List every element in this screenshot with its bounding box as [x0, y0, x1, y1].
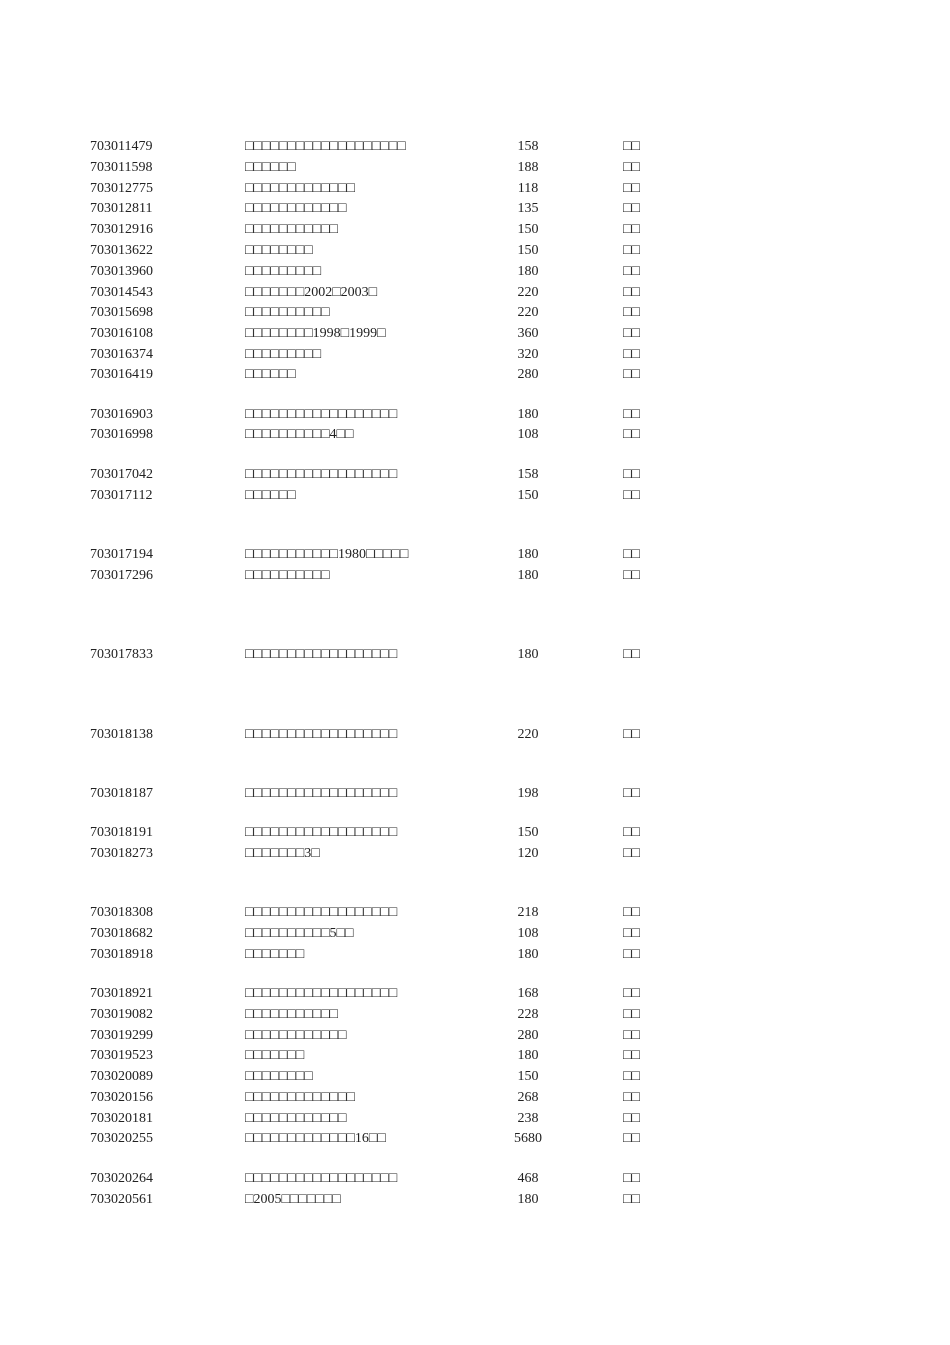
- item-code: 703011598: [90, 160, 153, 175]
- item-code: 703020156: [90, 1090, 153, 1105]
- table-row: [0, 1169, 950, 1189]
- item-unit: □□: [623, 926, 640, 941]
- item-price: 168: [517, 986, 539, 1001]
- item-price: 158: [517, 139, 539, 154]
- table-row: [0, 241, 950, 261]
- item-code: 703018918: [90, 947, 153, 962]
- item-code: 703020561: [90, 1192, 153, 1207]
- table-row: [0, 844, 950, 864]
- item-title: □□□□□□□□□□□□□□□□□□□: [245, 139, 406, 154]
- item-title: □□□□□□□□□□□: [245, 1007, 339, 1022]
- item-title: □□□□□□□□□□□1980□□□□□: [245, 547, 409, 562]
- item-unit: □□: [623, 305, 640, 320]
- item-title: □□□□□□□□□□□□: [245, 201, 347, 216]
- item-price: 218: [517, 905, 539, 920]
- item-price: 220: [517, 285, 539, 300]
- item-price: 180: [517, 568, 539, 583]
- table-row: [0, 1109, 950, 1129]
- item-price: 5680: [514, 1131, 542, 1146]
- item-price: 180: [517, 1192, 539, 1207]
- table-row: [0, 945, 950, 965]
- table-row: [0, 823, 950, 843]
- item-price: 150: [517, 825, 539, 840]
- item-title: □□□□□□□□□□□□□□□□□□: [245, 786, 398, 801]
- table-row: [0, 405, 950, 425]
- item-price: 118: [517, 181, 539, 196]
- item-code: 703017042: [90, 467, 153, 482]
- item-price: 280: [517, 367, 539, 382]
- item-code: 703018273: [90, 846, 153, 861]
- item-title: □□□□□□□□□□□□□□□□□□: [245, 905, 398, 920]
- item-price: 180: [517, 264, 539, 279]
- item-title: □□□□□□□□□□□□: [245, 1028, 347, 1043]
- item-title: □□□□□□□: [245, 947, 305, 962]
- item-unit: □□: [623, 326, 640, 341]
- table-row: [0, 645, 950, 665]
- item-unit: □□: [623, 568, 640, 583]
- item-unit: □□: [623, 547, 640, 562]
- item-price: 120: [517, 846, 539, 861]
- item-price: 220: [517, 727, 539, 742]
- item-unit: □□: [623, 201, 640, 216]
- item-unit: □□: [623, 1090, 640, 1105]
- item-price: 180: [517, 1048, 539, 1063]
- item-title: □□□□□□□□□□: [245, 568, 330, 583]
- item-code: 703011479: [90, 139, 153, 154]
- item-price: 180: [517, 947, 539, 962]
- table-row: [0, 179, 950, 199]
- table-row: [0, 725, 950, 745]
- item-title: □□□□□□□□□□□□□: [245, 181, 355, 196]
- item-title: □□□□□□□□□□□□□□□□□□: [245, 407, 398, 422]
- item-code: 703017112: [90, 488, 153, 503]
- table-row: [0, 1067, 950, 1087]
- table-row: [0, 903, 950, 923]
- table-row: [0, 984, 950, 1004]
- item-code: 703016374: [90, 347, 153, 362]
- item-code: 703017296: [90, 568, 153, 583]
- item-unit: □□: [623, 947, 640, 962]
- item-title: □□□□□□: [245, 488, 296, 503]
- item-title: □□□□□□□□1998□1999□: [245, 326, 386, 341]
- item-price: 188: [517, 160, 539, 175]
- item-code: 703018187: [90, 786, 153, 801]
- item-price: 280: [517, 1028, 539, 1043]
- table-row: [0, 137, 950, 157]
- item-price: 268: [517, 1090, 539, 1105]
- item-title: □□□□□□□□□□□□: [245, 1111, 347, 1126]
- item-code: 703020255: [90, 1131, 153, 1146]
- item-code: 703018921: [90, 986, 153, 1001]
- item-code: 703013960: [90, 264, 153, 279]
- item-code: 703012775: [90, 181, 153, 196]
- item-unit: □□: [623, 1131, 640, 1146]
- item-code: 703019299: [90, 1028, 153, 1043]
- item-unit: □□: [623, 786, 640, 801]
- item-price: 238: [517, 1111, 539, 1126]
- item-title: □□□□□□□□□□□□□□□□□□: [245, 986, 398, 1001]
- item-code: 703017833: [90, 647, 153, 662]
- item-code: 703016419: [90, 367, 153, 382]
- item-unit: □□: [623, 1048, 640, 1063]
- item-unit: □□: [623, 825, 640, 840]
- table-row: [0, 545, 950, 565]
- item-price: 108: [517, 926, 539, 941]
- table-row: [0, 303, 950, 323]
- item-code: 703017194: [90, 547, 153, 562]
- item-unit: □□: [623, 846, 640, 861]
- item-unit: □□: [623, 1028, 640, 1043]
- item-price: 360: [517, 326, 539, 341]
- item-unit: □□: [623, 181, 640, 196]
- item-unit: □□: [623, 986, 640, 1001]
- item-code: 703015698: [90, 305, 153, 320]
- item-price: 135: [517, 201, 539, 216]
- table-row: [0, 924, 950, 944]
- item-price: 468: [517, 1171, 539, 1186]
- item-title: □□□□□□□□□□: [245, 305, 330, 320]
- item-price: 180: [517, 547, 539, 562]
- table-row: [0, 486, 950, 506]
- item-unit: □□: [623, 347, 640, 362]
- item-unit: □□: [623, 407, 640, 422]
- table-row: [0, 324, 950, 344]
- item-code: 703013622: [90, 243, 153, 258]
- table-row: [0, 1026, 950, 1046]
- item-title: □□□□□□□□□□□□□□□□□□: [245, 727, 398, 742]
- item-code: 703018138: [90, 727, 153, 742]
- item-unit: □□: [623, 727, 640, 742]
- table-row: [0, 425, 950, 445]
- item-unit: □□: [623, 1007, 640, 1022]
- item-unit: □□: [623, 264, 640, 279]
- table-row: [0, 1129, 950, 1149]
- item-unit: □□: [623, 1111, 640, 1126]
- item-title: □□□□□□□□□□□□□□□□□□: [245, 467, 398, 482]
- item-unit: □□: [623, 222, 640, 237]
- item-title: □□□□□□□□: [245, 243, 313, 258]
- item-price: 150: [517, 488, 539, 503]
- item-price: 150: [517, 243, 539, 258]
- item-title: □□□□□□□□□□□□□16□□: [245, 1131, 386, 1146]
- item-title: □□□□□□: [245, 367, 296, 382]
- item-unit: □□: [623, 1171, 640, 1186]
- table-row: [0, 220, 950, 240]
- item-code: 703014543: [90, 285, 153, 300]
- table-row: [0, 345, 950, 365]
- item-title: □2005□□□□□□□: [245, 1192, 341, 1207]
- table-row: [0, 784, 950, 804]
- item-price: 180: [517, 647, 539, 662]
- item-price: 228: [517, 1007, 539, 1022]
- item-price: 150: [517, 1069, 539, 1084]
- item-unit: □□: [623, 488, 640, 503]
- item-price: 108: [517, 427, 539, 442]
- item-title: □□□□□□□2002□2003□: [245, 285, 378, 300]
- item-price: 198: [517, 786, 539, 801]
- item-title: □□□□□□□: [245, 1048, 305, 1063]
- item-title: □□□□□□□□□□4□□: [245, 427, 354, 442]
- item-code: 703020089: [90, 1069, 153, 1084]
- item-title: □□□□□□□□□□□□□: [245, 1090, 355, 1105]
- item-unit: □□: [623, 367, 640, 382]
- item-unit: □□: [623, 905, 640, 920]
- table-row: [0, 1088, 950, 1108]
- item-code: 703019523: [90, 1048, 153, 1063]
- item-title: □□□□□□□□□□5□□: [245, 926, 354, 941]
- item-title: □□□□□□□□□□□□□□□□□□: [245, 825, 398, 840]
- table-row: [0, 199, 950, 219]
- item-unit: □□: [623, 647, 640, 662]
- item-title: □□□□□□: [245, 160, 296, 175]
- item-unit: □□: [623, 1192, 640, 1207]
- table-row: [0, 262, 950, 282]
- table-row: [0, 1046, 950, 1066]
- item-title: □□□□□□□□□: [245, 347, 322, 362]
- table-row: [0, 465, 950, 485]
- item-code: 703016998: [90, 427, 153, 442]
- item-title: □□□□□□□□□□□: [245, 222, 339, 237]
- item-code: 703016108: [90, 326, 153, 341]
- item-code: 703012916: [90, 222, 153, 237]
- item-code: 703018191: [90, 825, 153, 840]
- item-code: 703018308: [90, 905, 153, 920]
- item-title: □□□□□□□□: [245, 1069, 313, 1084]
- item-unit: □□: [623, 467, 640, 482]
- item-title: □□□□□□□□□: [245, 264, 322, 279]
- table-row: [0, 365, 950, 385]
- table-row: [0, 1005, 950, 1025]
- item-unit: □□: [623, 285, 640, 300]
- item-code: 703016903: [90, 407, 153, 422]
- item-code: 703020264: [90, 1171, 153, 1186]
- item-code: 703020181: [90, 1111, 153, 1126]
- item-code: 703018682: [90, 926, 153, 941]
- item-unit: □□: [623, 160, 640, 175]
- table-row: [0, 283, 950, 303]
- item-title: □□□□□□□3□: [245, 846, 320, 861]
- item-price: 220: [517, 305, 539, 320]
- item-price: 158: [517, 467, 539, 482]
- table-row: [0, 158, 950, 178]
- item-price: 150: [517, 222, 539, 237]
- item-code: 703012811: [90, 201, 153, 216]
- item-title: □□□□□□□□□□□□□□□□□□: [245, 647, 398, 662]
- item-unit: □□: [623, 427, 640, 442]
- item-title: □□□□□□□□□□□□□□□□□□: [245, 1171, 398, 1186]
- item-code: 703019082: [90, 1007, 153, 1022]
- item-unit: □□: [623, 1069, 640, 1084]
- item-unit: □□: [623, 243, 640, 258]
- item-unit: □□: [623, 139, 640, 154]
- item-price: 180: [517, 407, 539, 422]
- item-price: 320: [517, 347, 539, 362]
- table-row: [0, 1190, 950, 1210]
- table-row: [0, 566, 950, 586]
